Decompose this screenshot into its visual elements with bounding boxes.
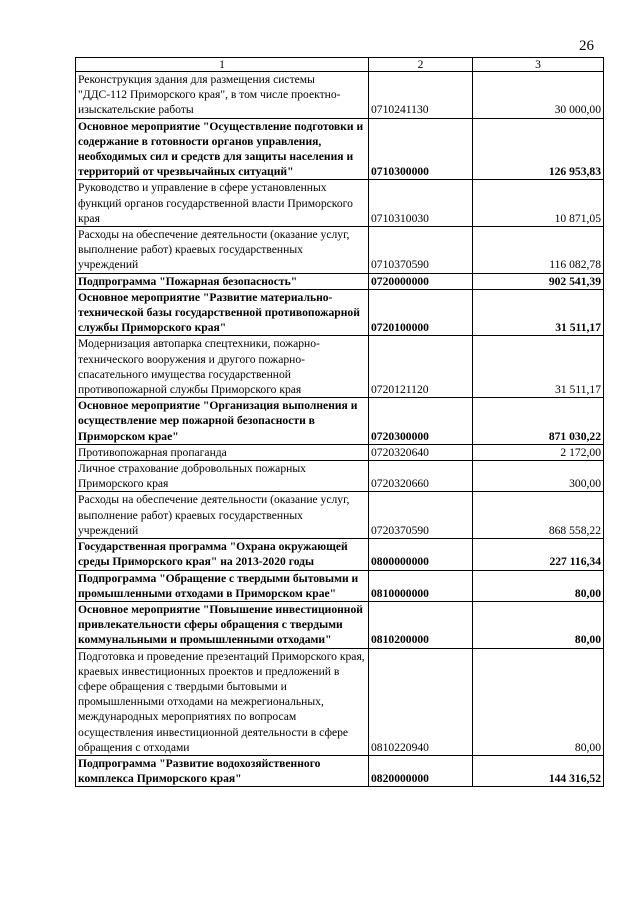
row-amount: 30 000,00 [473, 72, 604, 119]
row-name: Реконструкция здания для размещения системы "ДДС-112 Приморского края", в том числе проектно-изыскательские работы [76, 72, 369, 119]
table-row [76, 648, 604, 755]
table-row [76, 118, 604, 180]
row-name: Основное мероприятие "Развитие материально-технической базы государственной противопожарной службы Приморского края" [76, 289, 369, 336]
row-amount: 126 953,83 [473, 118, 604, 180]
table-row [76, 273, 604, 289]
row-name: Модернизация автопарка спецтехники, пожарно-технического вооружения и другого пожарно-спасательного имущества государственной противопожарной службы Приморского края [76, 336, 369, 398]
table-row [76, 72, 604, 119]
row-code: 0800000000 [369, 539, 473, 570]
row-amount: 2 172,00 [473, 444, 604, 460]
row-code: 0810220940 [369, 648, 473, 755]
row-amount: 80,00 [473, 601, 604, 648]
budget-table [75, 57, 604, 787]
header-row [76, 58, 604, 72]
table-row [76, 180, 604, 227]
row-name: Государственная программа "Охрана окружающей среды Приморского края" на 2013-2020 годы [76, 539, 369, 570]
table-row [76, 570, 604, 601]
row-code: 0720121120 [369, 336, 473, 398]
row-amount: 31 511,17 [473, 289, 604, 336]
row-amount: 80,00 [473, 570, 604, 601]
table-row [76, 755, 604, 786]
row-code: 0710300000 [369, 118, 473, 180]
page-number: 26 [579, 38, 594, 54]
table-row [76, 227, 604, 274]
row-amount: 80,00 [473, 648, 604, 755]
table-row [76, 601, 604, 648]
row-code: 0710370590 [369, 227, 473, 274]
row-name: Основное мероприятие "Повышение инвестиционной привлекательности сферы обращения с твердыми коммунальными и промышленными отходами" [76, 601, 369, 648]
row-name: Руководство и управление в сфере установленных функций органов государственной власти Приморского края [76, 180, 369, 227]
row-amount: 227 116,34 [473, 539, 604, 570]
table-row [76, 444, 604, 460]
table-row [76, 461, 604, 492]
row-name: Подготовка и проведение презентаций Приморского края, краевых инвестиционных проектов и предложений в сфере обращения с твердыми бытовыми и промышленными отходами на межрегиональных, международных мероприятиях по вопросам осуществления инвестиционной деятельности в сфере обращения с отходами [76, 648, 369, 755]
row-code: 0710241130 [369, 72, 473, 119]
row-amount: 902 541,39 [473, 273, 604, 289]
row-amount: 10 871,05 [473, 180, 604, 227]
row-code: 0720300000 [369, 398, 473, 445]
row-code: 0810000000 [369, 570, 473, 601]
row-name: Подпрограмма "Пожарная безопасность" [76, 273, 369, 289]
row-amount: 871 030,22 [473, 398, 604, 445]
header-col-2: 2 [369, 58, 473, 72]
row-code: 0720320660 [369, 461, 473, 492]
table-row [76, 336, 604, 398]
row-amount: 144 316,52 [473, 755, 604, 786]
row-name: Расходы на обеспечение деятельности (оказание услуг, выполнение работ) краевых государственных учреждений [76, 492, 369, 539]
row-code: 0720370590 [369, 492, 473, 539]
row-amount: 868 558,22 [473, 492, 604, 539]
header-col-1: 1 [76, 58, 369, 72]
row-code: 0720000000 [369, 273, 473, 289]
row-amount: 116 082,78 [473, 227, 604, 274]
row-code: 0710310030 [369, 180, 473, 227]
row-code: 0720100000 [369, 289, 473, 336]
table-row [76, 289, 604, 336]
row-code: 0820000000 [369, 755, 473, 786]
row-amount: 300,00 [473, 461, 604, 492]
row-name: Основное мероприятие "Организация выполнения и осуществление мер пожарной безопасности в Приморском крае" [76, 398, 369, 445]
table-body [76, 58, 604, 787]
row-name: Личное страхование добровольных пожарных Приморского края [76, 461, 369, 492]
table-row [76, 492, 604, 539]
row-name: Подпрограмма "Развитие водохозяйственного комплекса Приморского края" [76, 755, 369, 786]
row-code: 0810200000 [369, 601, 473, 648]
row-name: Противопожарная пропаганда [76, 444, 369, 460]
row-name: Основное мероприятие "Осуществление подготовки и содержание в готовности органов управления, необходимых сил и средств для защиты населения и территорий от чрезвычайных ситуаций" [76, 118, 369, 180]
header-col-3: 3 [473, 58, 604, 72]
row-amount: 31 511,17 [473, 336, 604, 398]
table-row [76, 539, 604, 570]
table-row [76, 398, 604, 445]
row-code: 0720320640 [369, 444, 473, 460]
row-name: Подпрограмма "Обращение с твердыми бытовыми и промышленными отходами в Приморском крае" [76, 570, 369, 601]
row-name: Расходы на обеспечение деятельности (оказание услуг, выполнение работ) краевых государственных учреждений [76, 227, 369, 274]
